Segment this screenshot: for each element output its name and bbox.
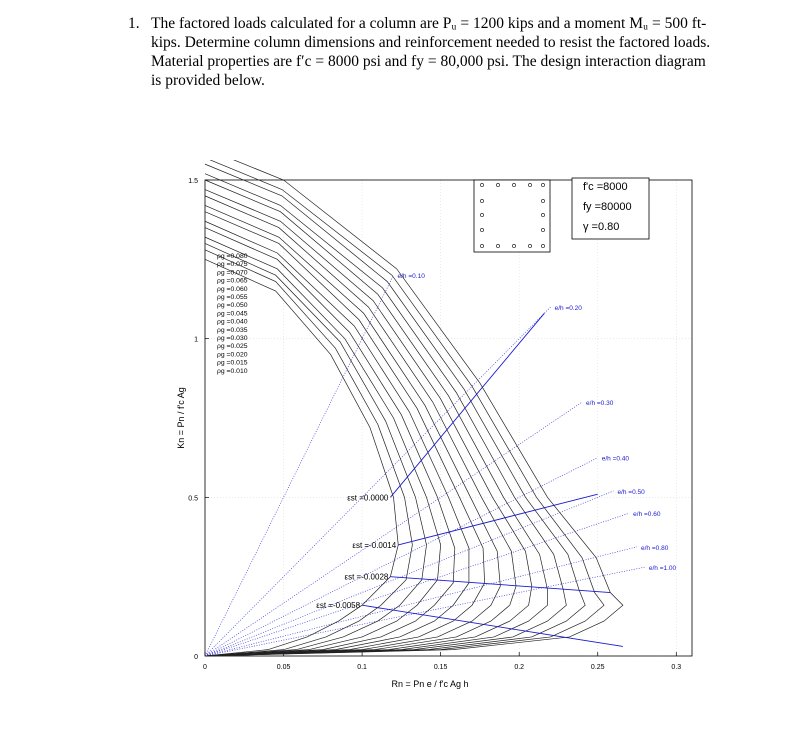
rho-label: ρg =0.065: [217, 277, 248, 285]
material-legend: [572, 178, 649, 239]
rho-label: ρg =0.030: [217, 335, 248, 342]
eh-label: e/h =0.10: [397, 273, 425, 281]
problem-text: The factored loads calculated for a column are Pᵤ = 1200 kips and a moment Mᵤ = 500 ft-kips. Determine column dimensions and reinforcement needed to resist the factored loads. Material properties are f′c = 8000 psi and fy = 80,000 psi. The design interaction diagram is provided below.: [151, 15, 711, 89]
column-section-inset: [474, 180, 550, 252]
strain-label: εst =0.0000: [347, 493, 389, 503]
eh-label: e/h =0.60: [633, 511, 661, 519]
rho-label: ρg =0.080: [217, 253, 248, 260]
rho-label: ρg =0.070: [217, 269, 248, 277]
x-tick-label: 0.15: [433, 664, 448, 671]
problem-number: 1.: [128, 15, 140, 32]
y-axis-label: Kn = Pn / f'c Ag: [176, 387, 186, 449]
x-tick-label: 0.2: [514, 664, 525, 671]
eh-label: e/h =0.50: [617, 488, 645, 496]
x-axis-label: Rn = Pn e / f'c Ag h: [391, 679, 469, 689]
rho-label: ρg =0.020: [217, 351, 248, 359]
strain-label: εst =-0.0028: [344, 572, 389, 582]
rho-label: ρg =0.055: [217, 294, 248, 301]
strain-label: εst =-0.0058: [316, 601, 361, 611]
eh-label: e/h =0.30: [586, 400, 614, 408]
problem-statement: [128, 14, 718, 90]
rho-label: ρg =0.045: [217, 310, 248, 318]
rho-label: ρg =0.010: [217, 367, 248, 375]
y-tick-label: 0.5: [188, 495, 198, 503]
section-outline: [474, 180, 550, 252]
rho-label: ρg =0.050: [217, 302, 248, 310]
x-tick-label: 0.05: [276, 664, 291, 671]
rho-label: ρg =0.075: [217, 261, 248, 269]
strain-label: εst =-0.0014: [352, 540, 397, 550]
fy-label: fy =80000: [583, 201, 632, 213]
x-tick-label: 0.1: [357, 664, 367, 671]
x-tick-label: 0.3: [671, 664, 682, 671]
rho-label: ρg =0.015: [217, 359, 248, 367]
x-tick-label: 0: [203, 664, 207, 671]
y-tick-label: 1.5: [188, 178, 198, 185]
interaction-diagram: [0, 160, 785, 740]
rho-label: ρg =0.060: [217, 285, 248, 293]
y-tick-label: 1: [194, 336, 198, 344]
y-tick-label: 0: [194, 654, 198, 661]
fc-label: f'c =8000: [583, 181, 628, 193]
rho-label: ρg =0.035: [217, 326, 248, 334]
rho-label: ρg =0.040: [217, 318, 248, 326]
eh-label: e/h =0.20: [554, 304, 582, 312]
chart-background: [0, 160, 785, 740]
x-tick-label: 0.25: [590, 664, 605, 671]
rho-labels: [217, 253, 248, 375]
eh-label: e/h =1.00: [648, 565, 677, 573]
gamma-label: γ =0.80: [583, 221, 620, 233]
eh-label: e/h =0.40: [601, 455, 630, 463]
rho-label: ρg =0.025: [217, 343, 248, 351]
eh-label: e/h =0.80: [641, 544, 669, 552]
